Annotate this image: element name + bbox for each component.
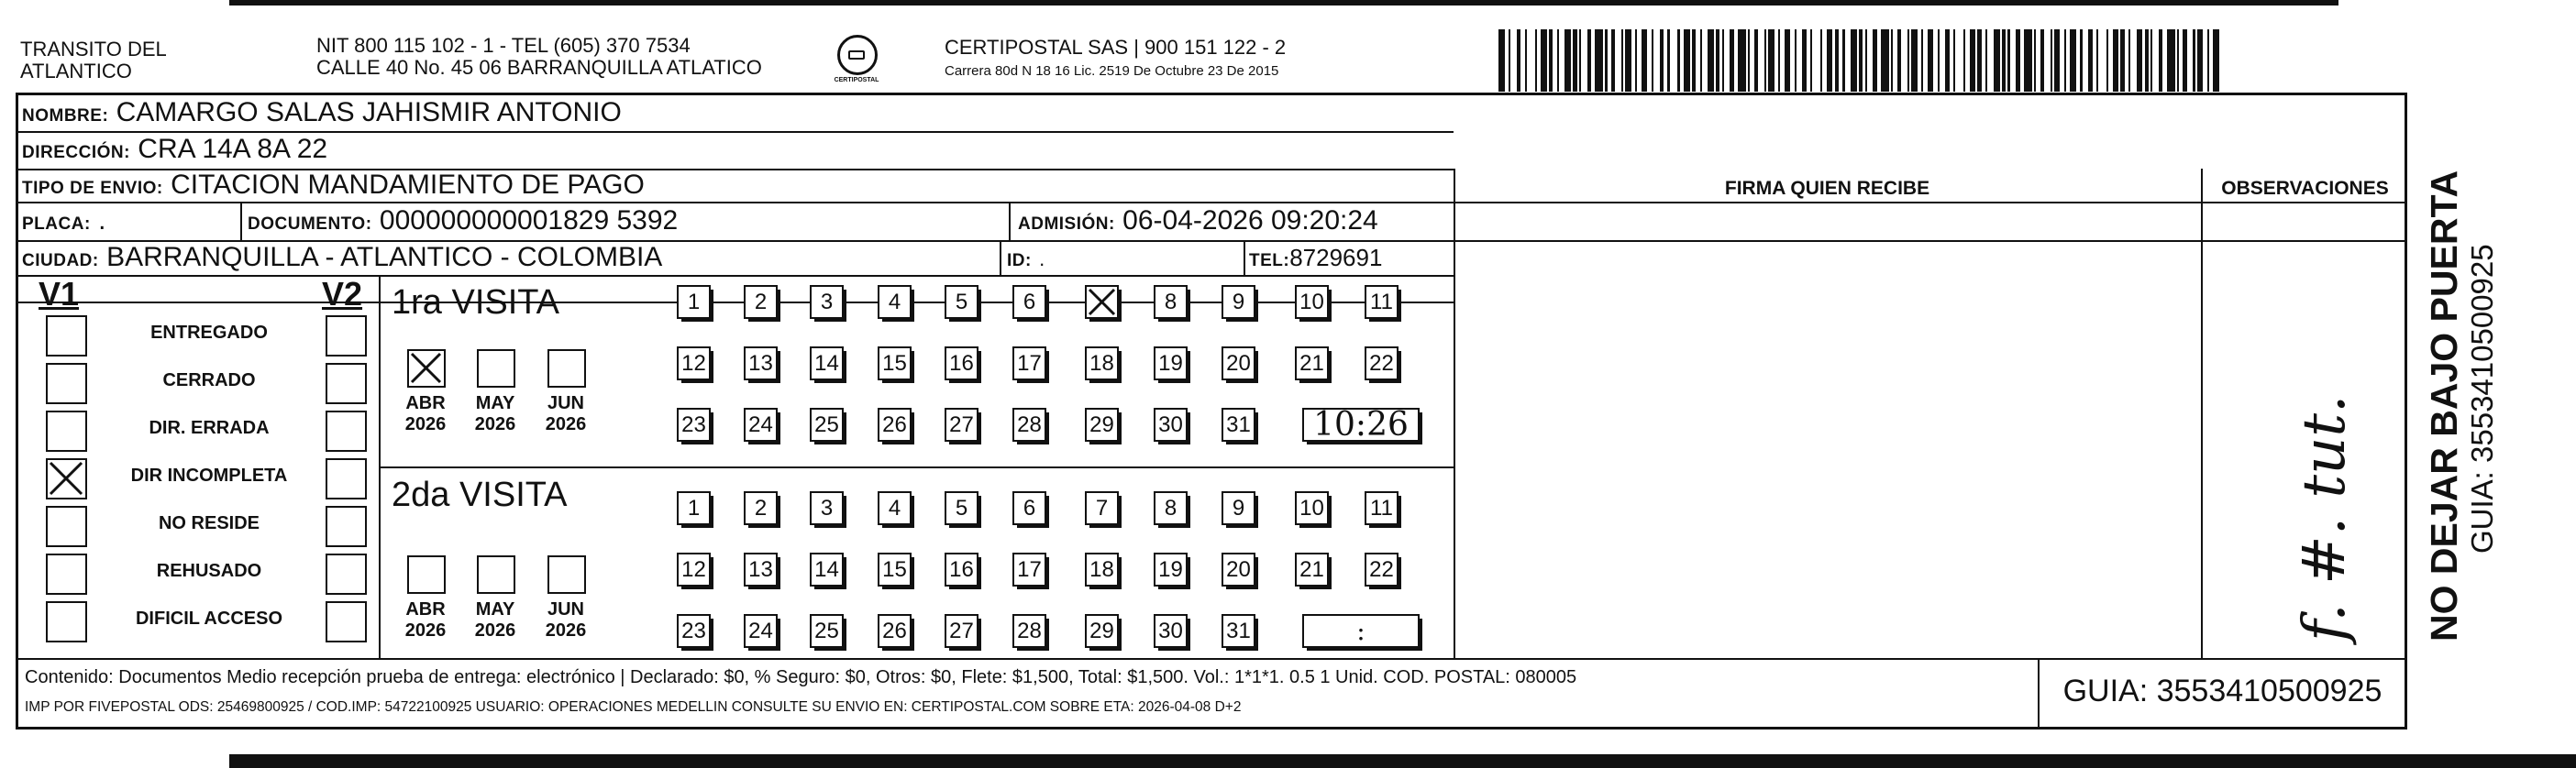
month-year: 2026: [545, 414, 587, 434]
visita1-title: 1ra VISITA: [392, 283, 560, 322]
day-box[interactable]: 3: [810, 285, 844, 319]
day-box[interactable]: 9: [1222, 491, 1255, 525]
barcode-bar: [2098, 29, 2106, 92]
month-checkbox[interactable]: [407, 349, 446, 388]
barcode-bar: [1845, 29, 1852, 92]
day-box[interactable]: 22: [1365, 553, 1399, 587]
day-box[interactable]: 16: [945, 553, 978, 587]
day-box[interactable]: 7: [1085, 491, 1119, 525]
barcode-bar: [1994, 29, 2000, 92]
barcode-bar: [2152, 29, 2159, 92]
visita2-title: 2da VISITA: [392, 476, 568, 514]
x-mark-icon: [1087, 287, 1117, 317]
barcode-bar: [1768, 29, 1774, 92]
day-box[interactable]: 24: [744, 408, 778, 442]
direccion-field: DIRECCIÓN: CRA 14A 8A 22: [22, 134, 328, 164]
footer-imprint: IMP POR FIVEPOSTAL ODS: 25469800925 / COD.IMP: 54722100925 USUARIO: OPERACIONES MEDELLIN CONSULTE SU ENVIO EN: CERTIPOSTAL.COM SOBRE ETA: 2026-04-08 D+2: [25, 699, 1242, 715]
day-box[interactable]: [1085, 285, 1119, 319]
day-box[interactable]: 25: [810, 614, 844, 648]
month-year: 2026: [545, 620, 587, 641]
day-box[interactable]: 6: [1012, 285, 1046, 319]
barcode-bar: [2187, 29, 2194, 92]
status-v1-checkbox[interactable]: [46, 458, 87, 499]
status-label: DIR INCOMPLETA: [130, 466, 288, 486]
side-guia: GUIA: 3553410500925: [2465, 244, 2499, 554]
status-v1-checkbox[interactable]: [46, 411, 87, 452]
id-field: ID: .: [1007, 247, 1045, 270]
status-v1-checkbox[interactable]: [46, 506, 87, 547]
barcode-bar: [2083, 29, 2089, 92]
month-label: [398, 599, 453, 642]
day-box[interactable]: 1: [677, 491, 711, 525]
day-box[interactable]: 13: [744, 553, 778, 587]
month-label: [468, 599, 523, 642]
tel-field: TEL:8729691: [1249, 244, 1383, 271]
barcode-bar: [2113, 29, 2119, 92]
barcode-bar: [1564, 29, 1571, 92]
status-label: ENTREGADO: [150, 323, 268, 343]
day-box[interactable]: 28: [1012, 408, 1046, 442]
barcode-bar: [2167, 29, 2175, 92]
day-box[interactable]: 11: [1365, 285, 1399, 319]
barcode-bar: [1615, 29, 1621, 92]
status-label: REHUSADO: [156, 561, 262, 581]
day-box[interactable]: 18: [1085, 346, 1119, 380]
status-label: DIR. ERRADA: [149, 418, 270, 438]
barcode-bar: [2130, 29, 2137, 92]
day-box[interactable]: 4: [878, 491, 912, 525]
barcode-bar: [1901, 29, 1907, 92]
barcode-bar: [2010, 29, 2017, 92]
day-box[interactable]: 10: [1295, 285, 1329, 319]
documento-field: DOCUMENTO: 000000000001829 5392: [248, 205, 679, 236]
barcode-bar: [2024, 29, 2032, 92]
day-box[interactable]: 20: [1222, 553, 1255, 587]
barcode-bar: [2213, 29, 2219, 92]
status-v1-checkbox[interactable]: [46, 601, 87, 642]
month-year: 2026: [474, 620, 516, 641]
barcode-bar: [2044, 29, 2051, 92]
month-label: [538, 393, 593, 435]
month-name: ABR: [405, 393, 446, 413]
day-box[interactable]: 29: [1085, 408, 1119, 442]
observaciones-header: OBSERVACIONES: [2221, 178, 2389, 199]
barcode-bar: [1595, 29, 1603, 92]
day-box[interactable]: 5: [945, 491, 978, 525]
barcode-bar: [1684, 29, 1690, 92]
barcode-bar: [1581, 29, 1587, 92]
barcode-bar: [1797, 29, 1803, 92]
day-box[interactable]: 8: [1154, 285, 1188, 319]
day-box[interactable]: 14: [810, 553, 844, 587]
month-name: JUN: [547, 393, 584, 413]
barcode-bar: [1541, 29, 1547, 92]
day-box[interactable]: 21: [1295, 553, 1329, 587]
day-box[interactable]: 12: [677, 346, 711, 380]
day-box[interactable]: 23: [677, 614, 711, 648]
day-box[interactable]: 24: [744, 614, 778, 648]
barcode-bar: [1812, 29, 1820, 92]
barcode-bar: [1559, 29, 1565, 92]
day-box[interactable]: 10: [1295, 491, 1329, 525]
status-label: DIFICIL ACCESO: [135, 609, 282, 629]
barcode-bar: [2137, 29, 2143, 92]
status-label: NO RESIDE: [158, 513, 260, 533]
x-mark-icon: [48, 460, 84, 497]
placa-field: PLACA: .: [22, 205, 106, 236]
barcode-bar: [1785, 29, 1791, 92]
month-checkbox[interactable]: [477, 555, 515, 594]
certipostal-logo: CERTIPOSTAL: [829, 35, 884, 81]
barcode: [1498, 29, 2225, 92]
courier-info: CERTIPOSTAL SAS | 900 151 122 - 2 Carrera 80d N 18 16 Lic. 2519 De Octubre 23 De 2015: [945, 36, 1287, 79]
footer-contents: Contenido: Documentos Medio recepción prueba de entrega: electrónico | Declarado: $0, % Seguro: $0, Otros: $0, Flete: $1,500, Total: $1,500. Vol.: 1*1*1. 0.5 1 Unid. COD. POSTAL: 080005: [25, 667, 1577, 687]
day-box[interactable]: 18: [1085, 553, 1119, 587]
month-checkbox[interactable]: [547, 555, 586, 594]
tipo-envio-field: TIPO DE ENVIO: CITACION MANDAMIENTO DE PAGO: [22, 170, 645, 200]
day-box[interactable]: 3: [810, 491, 844, 525]
time-box[interactable]: 10:26: [1302, 408, 1420, 442]
day-box[interactable]: 28: [1012, 614, 1046, 648]
barcode-bar: [1827, 29, 1833, 92]
handwritten-observation: f. #. tut.: [2291, 394, 2359, 642]
barcode-bar: [1987, 29, 1994, 92]
day-box[interactable]: 31: [1222, 614, 1255, 648]
month-checkbox[interactable]: [477, 349, 515, 388]
footer-guia: GUIA: 3553410500925: [2062, 674, 2383, 708]
day-box[interactable]: 9: [1222, 285, 1255, 319]
month-year: 2026: [404, 620, 447, 641]
day-box[interactable]: 20: [1222, 346, 1255, 380]
day-box[interactable]: 17: [1012, 346, 1046, 380]
barcode-bar: [1738, 29, 1746, 92]
barcode-bar: [1928, 29, 1934, 92]
ciudad-field: CIUDAD: BARRANQUILLA - ATLANTICO - COLOMBIA: [22, 242, 663, 272]
month-year: 2026: [474, 414, 516, 434]
x-mark-icon: [409, 351, 443, 385]
day-box[interactable]: 21: [1295, 346, 1329, 380]
firma-header: FIRMA QUIEN RECIBE: [1724, 178, 1930, 199]
admision-field: ADMISIÓN: 06-04-2026 09:20:24: [1018, 205, 1378, 236]
barcode-bar: [2197, 29, 2204, 92]
day-box[interactable]: 1: [677, 285, 711, 319]
barcode-bar: [1510, 29, 1517, 92]
day-box[interactable]: 4: [878, 285, 912, 319]
month-name: MAY: [475, 393, 515, 413]
day-box[interactable]: 25: [810, 408, 844, 442]
barcode-bar: [1653, 29, 1660, 92]
day-box[interactable]: 27: [945, 614, 978, 648]
barcode-bar: [1625, 29, 1631, 92]
day-box[interactable]: 8: [1154, 491, 1188, 525]
barcode-bar: [1851, 29, 1857, 92]
barcode-bar: [1867, 29, 1874, 92]
day-box[interactable]: 14: [810, 346, 844, 380]
v1-header: V1: [39, 275, 80, 313]
month-checkbox[interactable]: [547, 349, 586, 388]
barcode-bar: [2054, 29, 2061, 92]
day-box[interactable]: 16: [945, 346, 978, 380]
top-rule: [229, 0, 2338, 5]
barcode-bar: [1702, 29, 1708, 92]
day-box[interactable]: 30: [1154, 614, 1188, 648]
month-name: MAY: [475, 599, 515, 620]
day-box[interactable]: 27: [945, 408, 978, 442]
status-v1-checkbox[interactable]: [46, 315, 87, 357]
barcode-bar: [1708, 29, 1714, 92]
day-box[interactable]: 5: [945, 285, 978, 319]
month-name: JUN: [547, 599, 584, 620]
day-box[interactable]: 11: [1365, 491, 1399, 525]
month-name: ABR: [405, 599, 446, 620]
company-contact: NIT 800 115 102 - 1 - TEL (605) 370 7534 CALLE 40 No. 45 06 BARRANQUILLA ATLATICO: [316, 34, 762, 79]
month-label: [398, 393, 453, 435]
barcode-bar: [1955, 29, 1963, 92]
day-box[interactable]: 2: [744, 491, 778, 525]
day-box[interactable]: 30: [1154, 408, 1188, 442]
day-box[interactable]: 29: [1085, 614, 1119, 648]
bottom-rule: [229, 754, 2576, 768]
barcode-bar: [1911, 29, 1918, 92]
day-box[interactable]: 26: [878, 408, 912, 442]
barcode-bar: [1940, 29, 1946, 92]
nombre-field: NOMBRE: CAMARGO SALAS JAHISMIR ANTONIO: [22, 97, 622, 127]
status-v1-checkbox[interactable]: [46, 554, 87, 595]
barcode-bar: [1670, 29, 1678, 92]
company-name: TRANSITO DEL ATLANTICO: [20, 38, 167, 82]
day-box[interactable]: 22: [1365, 346, 1399, 380]
day-box[interactable]: 12: [677, 553, 711, 587]
day-box[interactable]: 6: [1012, 491, 1046, 525]
day-box[interactable]: 19: [1154, 553, 1188, 587]
barcode-bar: [1527, 29, 1535, 92]
v2-header: V2: [322, 275, 363, 313]
barcode-bar: [1642, 29, 1648, 92]
status-v1-checkbox[interactable]: [46, 363, 87, 404]
barcode-bar: [2219, 29, 2223, 92]
day-box[interactable]: 15: [878, 553, 912, 587]
side-warning: NO DEJAR BAJO PUERTA: [2423, 170, 2465, 642]
day-box[interactable]: 19: [1154, 346, 1188, 380]
day-box[interactable]: 15: [878, 346, 912, 380]
status-label: CERRADO: [162, 370, 256, 390]
barcode-bar: [1970, 29, 1976, 92]
month-label: [538, 599, 593, 642]
day-box[interactable]: 17: [1012, 553, 1046, 587]
day-box[interactable]: 23: [677, 408, 711, 442]
month-checkbox[interactable]: [407, 555, 446, 594]
day-box[interactable]: 31: [1222, 408, 1255, 442]
barcode-bar: [1724, 29, 1730, 92]
barcode-bar: [1758, 29, 1764, 92]
day-box[interactable]: 13: [744, 346, 778, 380]
barcode-bar: [1881, 29, 1889, 92]
barcode-bar: [1498, 29, 1505, 92]
time-box[interactable]: :: [1302, 614, 1420, 648]
month-label: [468, 393, 523, 435]
month-year: 2026: [404, 414, 447, 434]
day-box[interactable]: 26: [878, 614, 912, 648]
barcode-bar: [2070, 29, 2076, 92]
day-box[interactable]: 2: [744, 285, 778, 319]
